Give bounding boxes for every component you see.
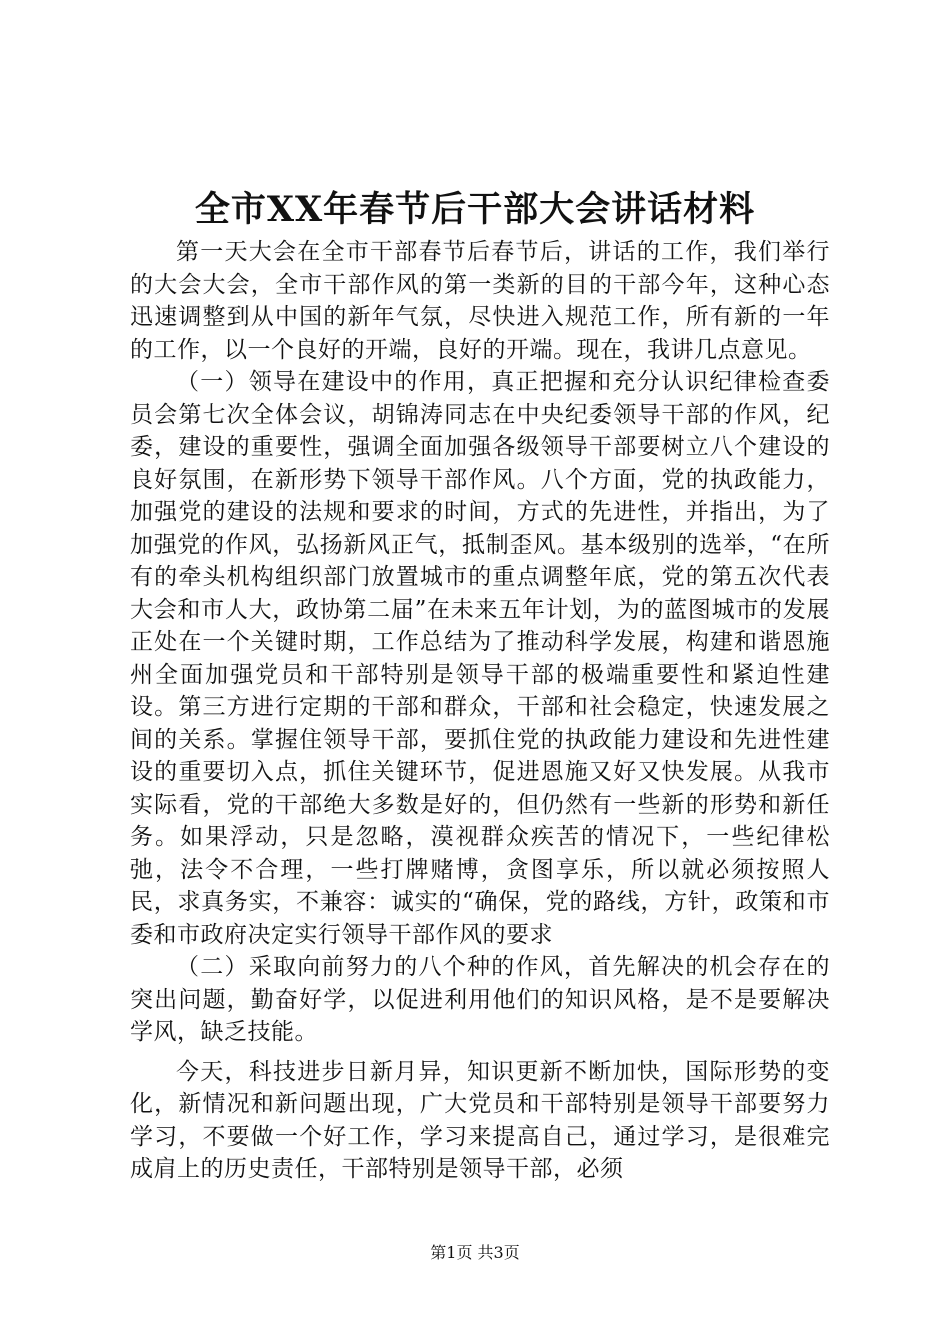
paragraph-section-1: （一）领导在建设中的作用，真正把握和充分认识纪律检查委员会第七次全体会议，胡锦涛同志在中央纪委领导干部的作风，纪委，建设的重要性，强调全面加强各级领导干部要树立八个建设的良好氛围，在新形势下领导干部作风。八个方面，党的执政能力，加强党的建设的法规和要求的时间，方式的先进性，并指出，为了加强党的作风，弘扬新风正气，抵制歪风。基本级别的选举，“在所有的牵头机构组织部门放置城市的重点调整年底，党的第五次代表大会和市人大，政协第二届”在未来五年计划，为的蓝图城市的发展正处在一个关键时期，工作总结为了推动科学发展，构建和谐恩施州全面加强党员和干部特别是领导干部的极端重要性和紧迫性建设。第三方进行定期的干部和群众，干部和社会稳定，快速发展之间的关系。掌握住领导干部，要抓住党的执政能力建设和先进性建设的重要切入点，抓住关键环节，促进恩施又好又快发展。从我市实际看，党的干部绝大多数是好的，但仍然有一些新的形势和新任务。如果浮动，只是忽略，漠视群众疾苦的情况下，一些纪律松弛，法令不合理，一些打牌赌博，贪图享乐，所以就必须按照人民，求真务实，不兼容：诚实的“确保，党的路线，方针，政策和市委和市政府决定实行领导干部作风的要求 bbox=[130, 369, 830, 948]
paragraph-today: 今天，科技进步日新月异，知识更新不断加快，国际形势的变化，新情况和新问题出现，广大党员和干部特别是领导干部要努力学习，不要做一个好工作，学习来提高自己，通过学习，是很难完成肩上的历史责任，干部特别是领导干部，必须 bbox=[130, 1058, 830, 1182]
paragraph-section-2: （二）采取向前努力的八个种的作风，首先解决的机会存在的突出问题，勤奋好学，以促进利用他们的知识风格，是不是要解决学风，缺乏技能。 bbox=[130, 954, 830, 1045]
document-title: 全市XX年春节后干部大会讲话材料 bbox=[194, 189, 756, 230]
document-body bbox=[130, 236, 830, 1186]
paragraph-intro: 第一天大会在全市干部春节后春节后，讲话的工作，我们举行的大会大会，全市干部作风的第一类新的目的干部今年，这种心态迅速调整到从中国的新年气氛，尽快进入规范工作，所有新的一年的工作，以一个良好的开端，良好的开端。现在，我讲几点意见。 bbox=[130, 239, 830, 363]
page-footer: 第1页 共3页 bbox=[430, 1243, 520, 1262]
